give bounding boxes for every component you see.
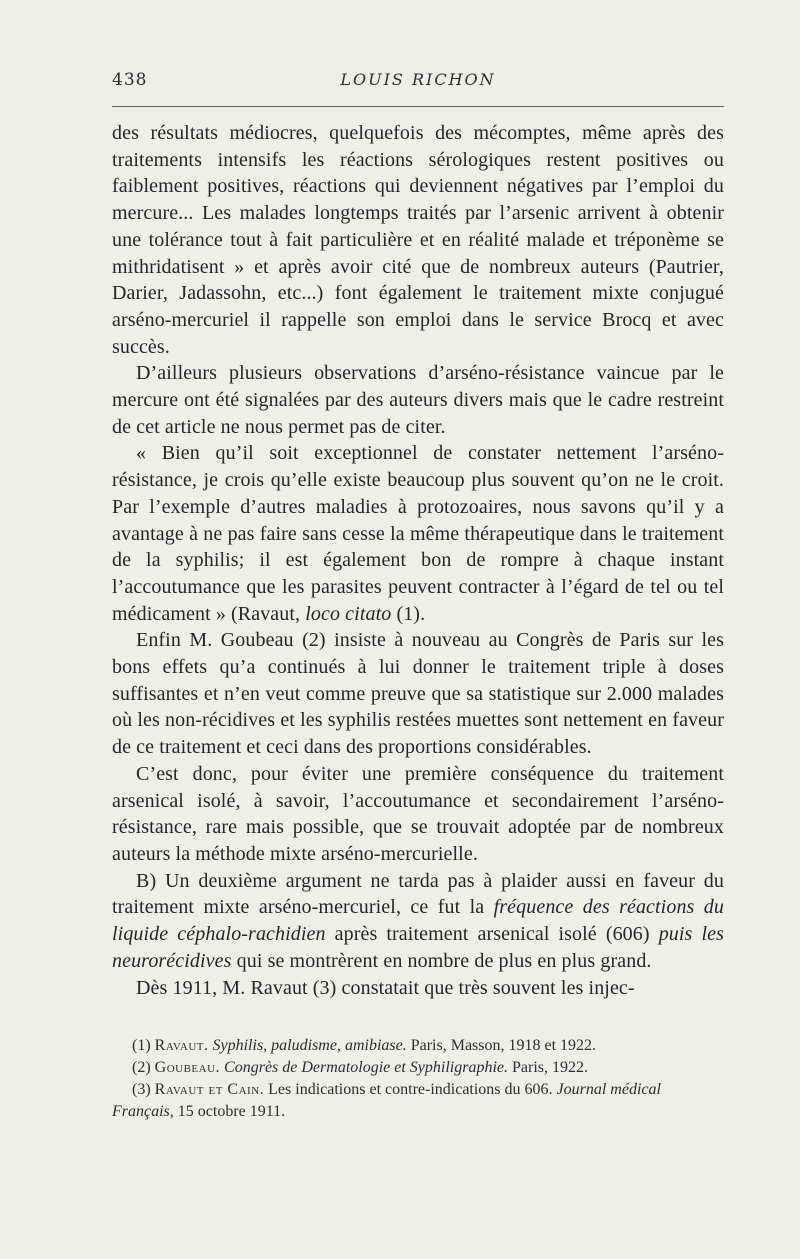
header-rule (112, 106, 724, 107)
paragraph-7: Dès 1911, M. Ravaut (3) constatait que très souvent les injec- (136, 976, 635, 999)
paragraph-3 (112, 440, 724, 627)
footnote-publication: Paris, Masson, 1918 et 1922. (410, 1037, 597, 1055)
footnote-description: Les indications et contre-indications du 606. (268, 1081, 553, 1099)
paragraph-1: des résultats médiocres, quelquefois des mécomptes, même après des traitements intensifs les réactions sérologiques restent positives ou faiblement positives, réactions qui deviennent négatives par l’emploi du mercure... Les malades longtemps traités par l’arsenic arrivent à obtenir une tolérance tout à fait particulière et en réalité malade et tréponème se mithridatisent » et après avoir cité que de nombreux auteurs (Pautrier, Darier, Jadassohn, etc...) font également le traitement mixte conjugué arséno-mercuriel il rappelle son emploi dans le service Brocq et avec succès. (112, 122, 724, 358)
citation-loco-citato: loco citato (305, 602, 392, 625)
quotation-text: « Bien qu’il soit exceptionnel de constater nettement l’arséno-résistance, je crois qu’elle existe beaucoup plus souvent qu’on ne le croit. Par l’exemple d’autres maladies à protozoaires, nous savons qu’il y a avantage à ne pas faire sans cesse la même thérapeutique dans le traitement de la syphilis; il est également bon de rompre à chaque instant l’accoutumance que les parasites peuvent contracter à l’égard de tel ou tel médicament » (Ravaut, (112, 442, 724, 625)
emphasis-frequency: fréquence des réactions du liquide céphalo-rachidien (112, 896, 724, 946)
footnote-3 (112, 1079, 724, 1123)
book-page (112, 62, 724, 1123)
footnote-title: Congrès de Dermatologie et Syphiligraphie. (224, 1059, 509, 1077)
footnote-author: Ravaut et Cain. (154, 1081, 265, 1099)
footnote-date: 15 octobre 1911. (177, 1103, 286, 1121)
running-header (112, 62, 724, 96)
footnote-2 (112, 1057, 724, 1079)
main-text (112, 120, 724, 1001)
footnote-author: Goubeau. (154, 1059, 221, 1077)
paragraph-4: Enfin M. Goubeau (2) insiste à nouveau au Congrès de Paris sur les bons effets qu’a continués à lui donner le traitement triple à doses suffisantes et n’en veut comme preuve que sa statistique sur 2.000 malades où les non-récidives et les syphilis restées muettes sont nettement en faveur de ce traitement et ceci dans des proportions considérables. (112, 629, 724, 759)
page-number: 438 (112, 70, 148, 90)
footnotes (112, 1035, 724, 1123)
paragraph-6-part-c: qui se montrèrent en nombre de plus en plus grand. (231, 949, 652, 972)
paragraph-6 (112, 868, 724, 975)
footnote-number: (3) (132, 1081, 151, 1099)
paragraph-5: C’est donc, pour éviter une première conséquence du traitement arsenical isolé, à savoir, l’accoutumance et secondairement l’arséno-résistance, rare mais possible, que se trouvait adoptée par de nombreux auteurs la méthode mixte arséno-mercurielle. (112, 762, 724, 865)
footnote-publication: Paris, 1922. (512, 1059, 589, 1077)
footnote-title: Syphilis, paludisme, amibiase. (212, 1037, 407, 1055)
paragraph-6-part-a: B) Un deuxième argument ne tarda pas à plaider aussi en faveur du traitement mixte arséno-mercuriel, ce fut la (112, 869, 724, 919)
footnote-title: Journal médical Français, (112, 1081, 661, 1121)
footnote-1 (112, 1035, 724, 1057)
paragraph-2: D’ailleurs plusieurs observations d’arséno-résistance vaincue par le mercure ont été signalées par des auteurs divers mais que le cadre restreint de cet article ne nous permet pas de citer. (112, 362, 724, 438)
footnote-number: (1) (132, 1037, 151, 1055)
running-title: LOUIS RICHON (340, 70, 496, 89)
citation-end: (1). (391, 602, 426, 625)
footnote-number: (2) (132, 1059, 151, 1077)
footnote-author: Ravaut. (154, 1037, 209, 1055)
emphasis-neurorecidives: puis les neurorécidives (112, 923, 724, 972)
paragraph-6-part-b: après traitement arsenical isolé (606) (325, 923, 659, 946)
